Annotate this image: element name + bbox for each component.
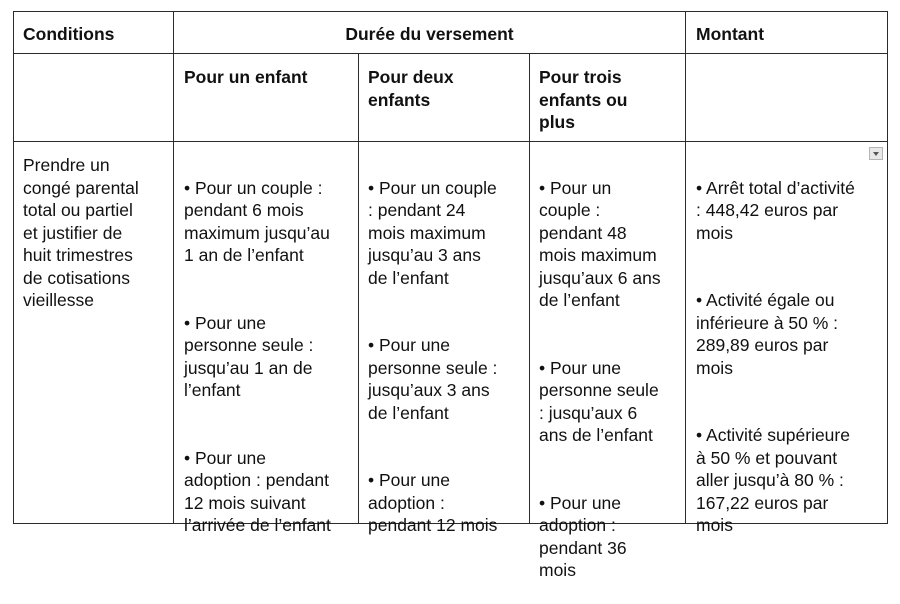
cell-trois-enfants: [539, 154, 684, 604]
cell-montant: [696, 154, 884, 559]
list-item: • Pour une personne seule : jusqu’aux 6 ans de l’enfant: [539, 357, 659, 445]
cell-un-enfant: [184, 154, 356, 559]
header-duree-versement: Durée du versement: [345, 24, 514, 44]
subheader-un-enfant: Pour un enfant: [184, 67, 308, 87]
subheader-deux-enfants: Pour deux enfants: [368, 67, 454, 110]
list-item: • Arrêt total d’activité : 448,42 euros par mois: [696, 177, 855, 243]
header-montant: Montant: [696, 24, 765, 44]
list-item: • Pour un couple : pendant 6 mois maximum jusqu’au 1 an de l’enfant: [184, 177, 330, 265]
list-item: • Pour un couple : pendant 24 mois maximum jusqu’au 3 ans de l’enfant: [368, 177, 497, 288]
list-item: • Pour un couple : pendant 48 mois maximum jusqu’aux 6 ans de l’enfant: [539, 177, 661, 310]
column-divider-1: [173, 11, 174, 524]
column-divider-2: [358, 54, 359, 524]
list-item: • Activité égale ou inférieure à 50 % : 289,89 euros par mois: [696, 290, 839, 378]
list-item: • Pour une personne seule : jusqu’aux 3 ans de l’enfant: [368, 335, 498, 423]
dropdown-arrow-icon[interactable]: [869, 147, 883, 160]
column-divider-3: [529, 54, 530, 524]
column-divider-4: [685, 11, 686, 524]
list-item: • Pour une adoption : pendant 12 mois suivant l’arrivée de l’enfant: [184, 447, 331, 535]
subheader-divider: [13, 141, 888, 142]
header-divider: [13, 53, 888, 54]
subheader-trois-enfants: Pour trois enfants ou plus: [539, 67, 628, 132]
cell-deux-enfants: [368, 154, 528, 559]
list-item: • Pour une adoption : pendant 36 mois: [539, 492, 627, 580]
header-conditions: Conditions: [23, 24, 115, 44]
list-item: • Pour une adoption : pendant 12 mois: [368, 470, 498, 535]
list-item: • Pour une personne seule : jusqu’au 1 an de l’enfant: [184, 312, 314, 400]
cell-conditions: Prendre un congé parental total ou partiel et justifier de huit trimestres de cotisations vieillesse: [23, 155, 139, 310]
list-item: • Activité supérieure à 50 % et pouvant aller jusqu’à 80 % : 167,22 euros par mois: [696, 425, 850, 535]
